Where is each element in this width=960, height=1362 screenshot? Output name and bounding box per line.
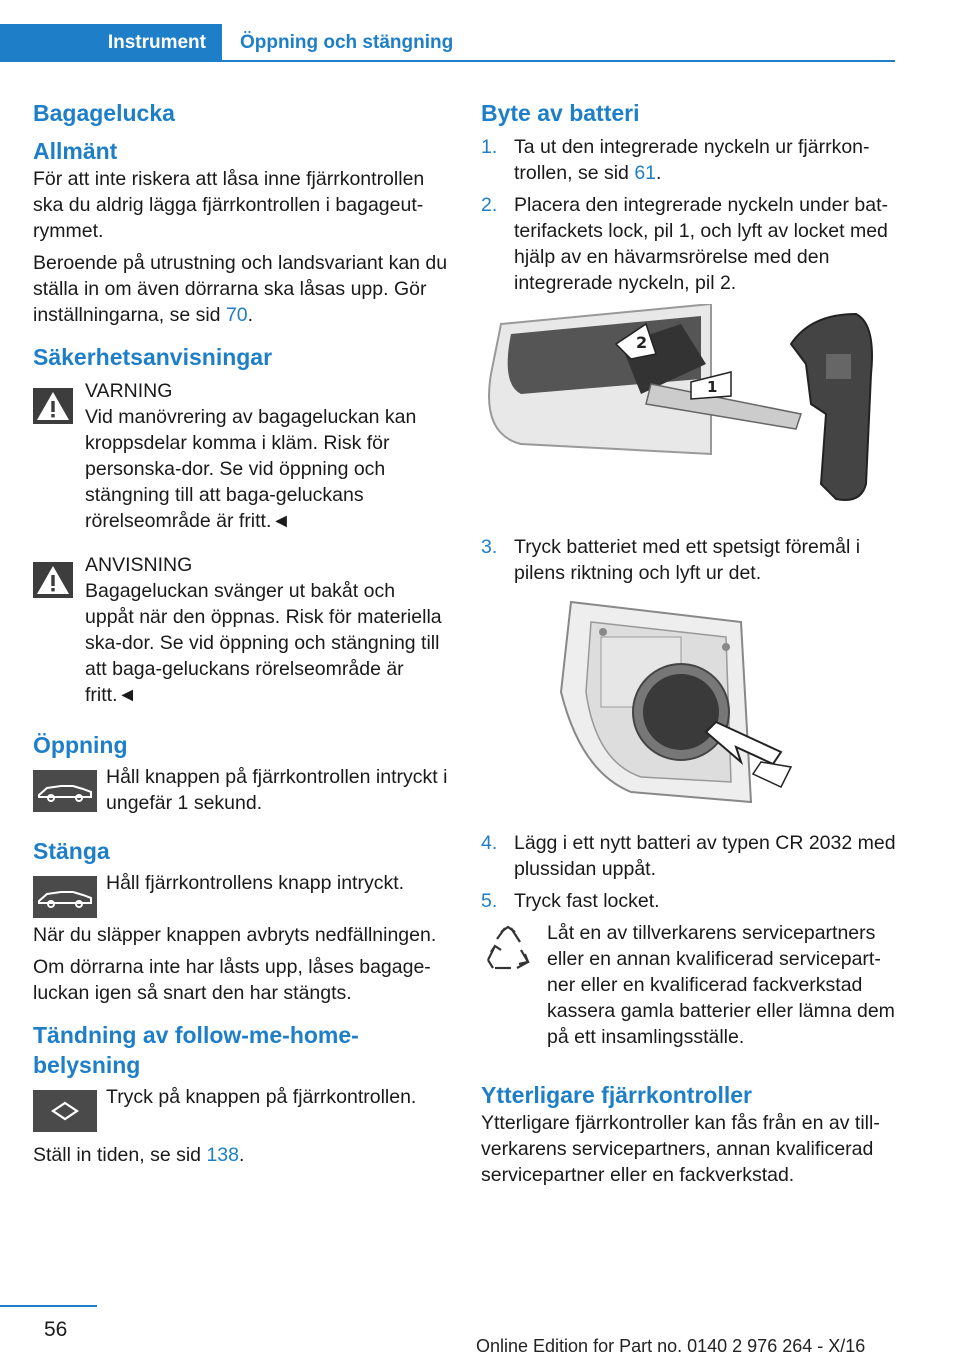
edition-text: Online Edition for Part no. 0140 2 976 264 - X/16 xyxy=(476,1336,866,1356)
tab-instrument[interactable]: Instrument xyxy=(0,24,222,62)
list-item: 3. Tryck batteriet med ett spetsigt föremål i pilens riktning och lyft ur det. xyxy=(481,536,861,584)
extra-remote-heading: Ytterligare fjärrkontroller xyxy=(481,1082,752,1108)
arrow-label-1: 1 xyxy=(707,378,718,396)
tandning-instruction xyxy=(33,1084,448,1130)
footer-rule xyxy=(0,1305,97,1307)
notice-text: Bagageluckan svänger ut bakåt och uppåt när den öppnas. Risk för materiella ska-dor. Se vid öppning och stängning till att baga-geluckans rörelseområde är fritt.◄ xyxy=(85,580,442,706)
sakerhet-heading: Säkerhetsanvisningar xyxy=(33,344,273,370)
oppning-heading: Öppning xyxy=(33,732,128,758)
warning-title: VARNING xyxy=(85,380,173,402)
tab-oppning-och-stangning[interactable]: Öppning och stängning xyxy=(240,32,454,53)
allmant-paragraph-1: För att inte riskera att låsa inne fjärrkontrollen ska du aldrig lägga fjärrkontrollen i bagageut-rymmet. xyxy=(33,168,425,242)
stanga-text: Håll fjärrkontrollens knapp intryckt. xyxy=(106,872,405,894)
page-link-61[interactable]: 61 xyxy=(634,162,657,184)
arrow-label-2: 2 xyxy=(636,333,648,352)
notice-title: ANVISNING xyxy=(85,554,193,576)
left-column xyxy=(33,98,448,1174)
stanga-paragraph-2: Om dörrarna inte har låsts upp, låses bagage-luckan igen så snart den har stängts. xyxy=(33,956,431,1004)
warning-note xyxy=(33,378,448,534)
oppning-text: Håll knappen på fjärrkontrollen intryckt i ungefär 1 sekund. xyxy=(106,766,448,814)
tandning-text: Tryck på knappen på fjärrkontrollen. xyxy=(106,1086,417,1108)
list-item: 4. Lägg i ett nytt batteri av typen CR 2032 med plussidan uppåt. xyxy=(481,832,896,880)
page-link-70[interactable]: 70 xyxy=(225,304,248,326)
stanga-heading: Stänga xyxy=(33,838,110,864)
battery-steps-cont xyxy=(481,534,897,586)
right-column xyxy=(481,98,897,1194)
stanga-paragraph-1: När du släpper knappen avbryts nedfällningen. xyxy=(33,924,437,946)
list-item: 1. Ta ut den integrerade nyckeln ur fjärrkon-trollen, se sid 61. xyxy=(481,136,870,184)
car-trunk-button-icon xyxy=(33,876,97,918)
page-link-138[interactable]: 138 xyxy=(206,1144,239,1166)
stanga-instruction xyxy=(33,870,448,916)
allmant-paragraph-2: Beroende på utrustning och landsvariant kan du ställa in om även dörrarna ska låsas upp. Gör inställningarna, se sid 70. xyxy=(33,252,448,326)
list-item: 2. Placera den integrerade nyckeln under bat-terifackets lock, pil 1, och lyft av locket med hjälp av en hävarmsrörelse med den integrerade nyckeln, pil 2. xyxy=(481,194,888,294)
battery-steps-final xyxy=(481,830,897,914)
notice-note xyxy=(33,552,448,708)
header-rule xyxy=(0,60,895,62)
page-number: 56 xyxy=(44,1318,68,1341)
recycling-note xyxy=(481,920,897,1050)
battery-illustration xyxy=(481,592,897,822)
page-header xyxy=(0,24,895,62)
warning-triangle-icon xyxy=(33,562,73,598)
extra-remote-text: Ytterligare fjärrkontroller kan fås från en av till-verkarens servicepartners, annan kvalificerad servicepartner eller en fackverkstad. xyxy=(481,1112,880,1186)
tandning-heading: Tändning av follow-me-home-belysning xyxy=(33,1022,359,1078)
battery-heading: Byte av batteri xyxy=(481,100,640,126)
warning-text: Vid manövrering av bagageluckan kan kroppsdelar komma i kläm. Risk för personska-dor. Se vid öppning och stängning till att baga-geluckans rörelseområde är fritt.◄ xyxy=(85,406,417,532)
recycle-text: Låt en av tillverkarens servicepartners eller en annan kvalificerad servicepart-ner eller en kvalificerad fackverkstad kassera gamla batterier eller lämna dem på ett insamlingsställe. xyxy=(547,922,895,1048)
warning-triangle-icon xyxy=(33,388,73,424)
section-title: Bagagelucka xyxy=(33,100,175,126)
allmant-heading: Allmänt xyxy=(33,138,118,164)
battery-steps xyxy=(481,134,897,296)
oppning-instruction xyxy=(33,764,448,816)
battery-image xyxy=(481,592,897,812)
car-trunk-button-icon xyxy=(33,770,97,812)
key-removal-illustration xyxy=(481,304,897,534)
recycle-icon xyxy=(483,924,533,974)
key-removal-image xyxy=(481,304,897,524)
light-button-icon xyxy=(33,1090,97,1132)
list-item: 5. Tryck fast locket. xyxy=(481,890,660,912)
tandning-paragraph: Ställ in tiden, se sid 138. xyxy=(33,1144,245,1166)
